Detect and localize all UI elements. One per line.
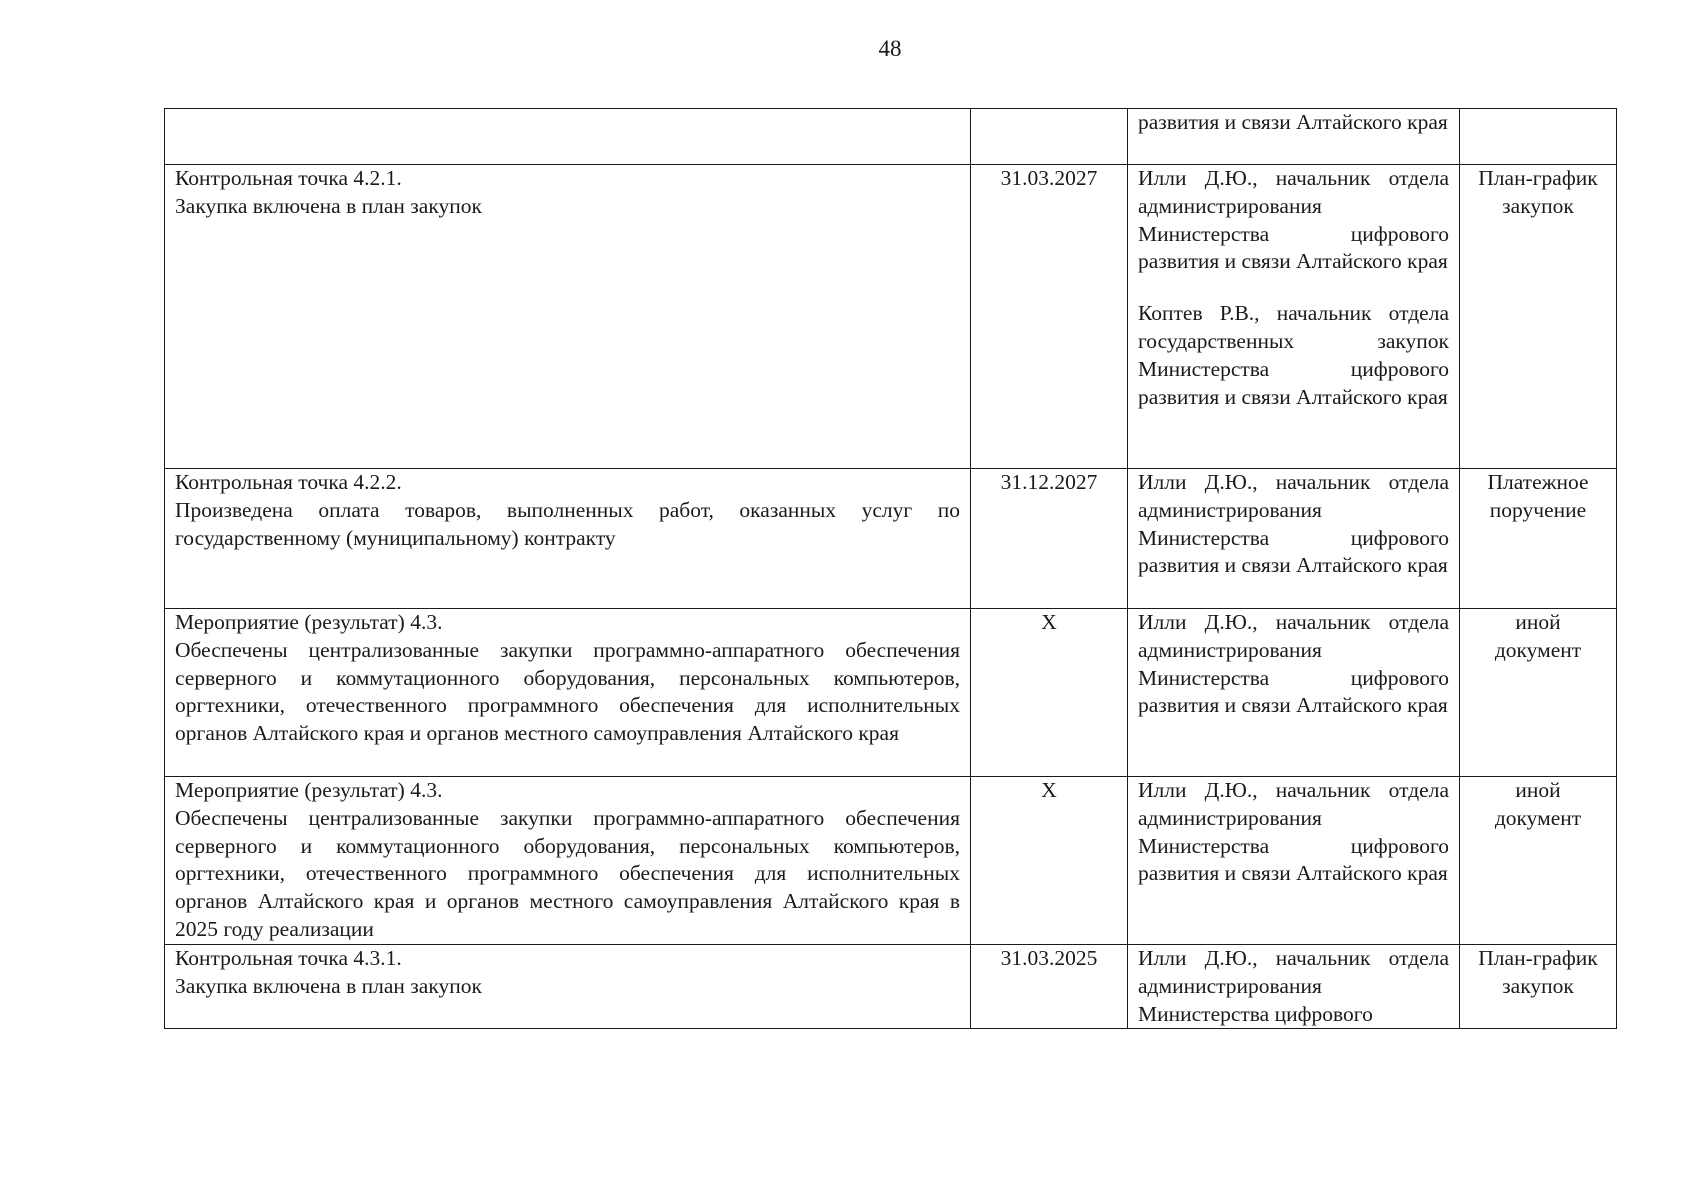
item-name-cell [165,777,971,945]
responsible-entry: Илли Д.Ю., начальник отдела администрирования Министерства цифрового развития и связи Алтайского края [1138,470,1449,578]
document-cell: План-график закупок [1460,165,1617,469]
table-row [165,109,1617,165]
responsible-entry: Илли Д.Ю., начальник отдела администрирования Министерства цифрового развития и связи Алтайского края [1138,610,1449,718]
item-title: Контрольная точка 4.2.1. [175,166,402,190]
table-row [165,777,1617,945]
table-row [165,609,1617,777]
term-cell: X [971,609,1128,777]
item-name-cell [165,945,971,1029]
page-number: 48 [878,36,902,61]
item-title: Контрольная точка 4.3.1. [175,946,402,970]
responsible-cell [1128,945,1460,1029]
document-cell: иной документ [1460,777,1617,945]
table-row [165,469,1617,609]
item-text: Произведена оплата товаров, выполненных работ, оказанных услуг по государственному (муниципальному) контракту [175,497,960,550]
term-cell: 31.12.2027 [971,469,1128,609]
item-title: Мероприятие (результат) 4.3. [175,610,443,634]
responsible-entry: Илли Д.Ю., начальник отдела администрирования Министерства цифрового развития и связи Алтайского края [1138,166,1449,274]
document-cell: Платежное поручение [1460,469,1617,609]
table-row [165,165,1617,469]
item-name-cell [165,469,971,609]
responsible-cell [1128,777,1460,945]
responsible-cell [1128,609,1460,777]
term-cell [971,109,1128,165]
item-text: Обеспечены централизованные закупки программно-аппаратного обеспечения серверного и коммутационного оборудования, персональных компьютеров, оргтехники, отечественного программного обеспечения для исполнительных органов Алтайского края и органов местного самоуправления Алтайского края в 2025 году реализации [175,805,960,941]
term-cell: 31.03.2025 [971,945,1128,1029]
responsible-entry: Илли Д.Ю., начальник отдела администрирования Министерства цифрового [1138,946,1449,1026]
item-name-cell [165,609,971,777]
document-cell: иной документ [1460,609,1617,777]
responsible-cell [1128,109,1460,165]
document-cell: План-график закупок [1460,945,1617,1029]
responsible-entry: Илли Д.Ю., начальник отдела администрирования Министерства цифрового развития и связи Алтайского края [1138,778,1449,886]
responsible-entry: Коптев Р.В., начальник отдела государственных закупок Министерства цифрового развития и связи Алтайского края [1138,301,1449,409]
term-cell: X [971,777,1128,945]
plan-table [164,108,1617,1029]
term-cell: 31.03.2027 [971,165,1128,469]
table-row [165,945,1617,1029]
document-cell [1460,109,1617,165]
item-text: Закупка включена в план закупок [175,193,482,218]
item-text: Обеспечены централизованные закупки программно-аппаратного обеспечения серверного и коммутационного оборудования, персональных компьютеров, оргтехники, отечественного программного обеспечения для исполнительных органов Алтайского края и органов местного самоуправления Алтайского края [175,637,960,746]
item-text: Закупка включена в план закупок [175,973,482,998]
item-title: Мероприятие (результат) 4.3. [175,778,443,802]
item-name-cell [165,165,971,469]
responsible-cell [1128,469,1460,609]
item-title: Контрольная точка 4.2.2. [175,470,402,494]
responsible-entry: развития и связи Алтайского края [1138,110,1448,134]
responsible-cell [1128,165,1460,469]
item-name-cell [165,109,971,165]
